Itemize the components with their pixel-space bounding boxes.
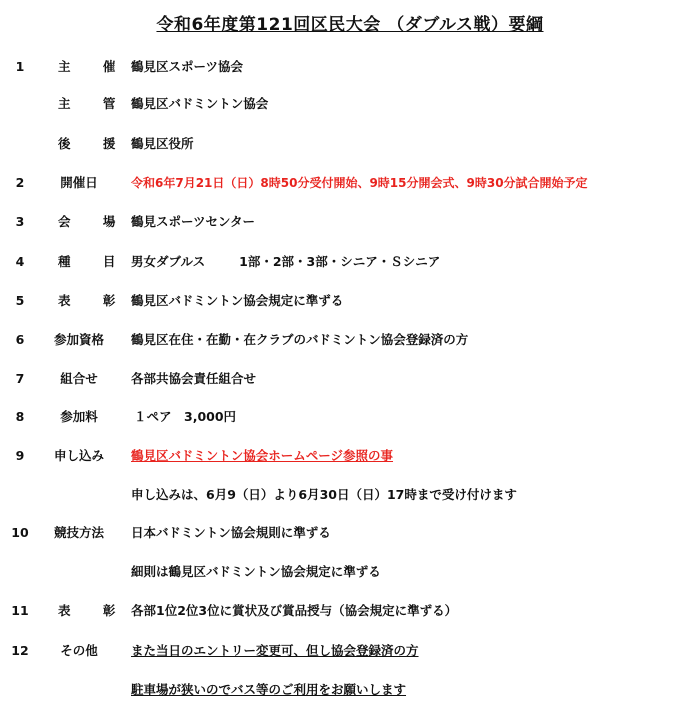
item-value: また当日のエントリー変更可、但し協会登録済の方 [131, 643, 419, 658]
item-label: 種 目 [58, 254, 130, 269]
row-venue [0, 211, 700, 233]
item-value-divisions: 1部・2部・3部・シニア・Ｓシニア [239, 254, 441, 269]
item-label: 開催日 [60, 175, 98, 190]
item-label: 主 管 [58, 96, 130, 111]
item-number: 7 [15, 371, 25, 386]
item-label: 参加資格 [53, 332, 104, 347]
item-number: 2 [15, 175, 25, 190]
row-prizes [0, 600, 700, 622]
row-rules [0, 522, 700, 544]
item-label: 参加料 [60, 409, 98, 424]
homepage-link[interactable]: 鶴見区バドミントン協会ホームページ参照の事 [131, 448, 394, 463]
item-label: 主 催 [58, 59, 130, 74]
item-number: 8 [15, 409, 25, 424]
row-sponsor [0, 56, 700, 78]
item-number: 4 [15, 254, 25, 269]
item-label: 組合せ [60, 371, 98, 386]
item-value: 男女ダブルス [131, 254, 206, 269]
item-value: 細則は鶴見区バドミントン協会規定に準ずる [131, 564, 381, 579]
row-application [0, 445, 700, 467]
item-label: 会 場 [58, 214, 130, 229]
item-value-group [131, 251, 440, 273]
item-label: 表 彰 [58, 603, 130, 618]
item-value: 鶴見区バドミントン協会 [131, 96, 269, 111]
item-value: 鶴見スポーツセンター [131, 214, 256, 229]
item-number: 3 [15, 214, 25, 229]
row-eligibility [0, 329, 700, 351]
item-label: 表 彰 [58, 293, 130, 308]
item-value: 申し込みは、6月9（日）より6月30日（日）17時まで受け付けます [131, 487, 517, 502]
row-organizer [0, 93, 700, 115]
row-awards [0, 290, 700, 312]
item-number: 6 [15, 332, 25, 347]
row-other-parking [0, 679, 700, 701]
item-number: 10 [11, 525, 29, 540]
row-event [0, 251, 700, 273]
item-value: 鶴見区役所 [131, 136, 194, 151]
item-value: 日本バドミントン協会規則に準ずる [131, 525, 331, 540]
row-date [0, 172, 700, 194]
item-value: 各部共協会責任組合せ [131, 371, 257, 386]
item-label: 後 援 [58, 136, 130, 151]
item-value: 令和6年7月21日（日）8時50分受付開始、9時15分開会式、9時30分試合開始予定 [131, 176, 588, 190]
item-value: 鶴見区スポーツ協会 [131, 59, 244, 74]
item-value: 駐車場が狭いのでバス等のご利用をお願いします [131, 682, 407, 697]
item-value: 鶴見区バドミントン協会規定に準ずる [131, 293, 344, 308]
item-number: 12 [11, 643, 29, 658]
item-value: 鶴見区在住・在勤・在クラブのバドミントン協会登録済の方 [131, 332, 469, 347]
item-number: 1 [15, 59, 25, 74]
row-application-period [0, 484, 700, 506]
item-label: 申し込み [53, 448, 104, 463]
item-value: 各部1位2位3位に賞状及び賞品授与（協会規定に準ずる） [131, 603, 458, 618]
row-pairing [0, 368, 700, 390]
item-label: 競技方法 [53, 525, 104, 540]
row-support [0, 133, 700, 155]
item-label: その他 [60, 643, 98, 658]
item-number: 11 [11, 603, 29, 618]
item-value: １ペア 3,000円 [134, 409, 237, 424]
row-rules-detail [0, 561, 700, 583]
page-title: 令和6年度第121回区民大会 （ダブルス戦）要綱 [156, 15, 544, 35]
row-fee [0, 406, 700, 428]
item-number: 5 [15, 293, 25, 308]
row-other [0, 640, 700, 662]
item-number: 9 [15, 448, 25, 463]
